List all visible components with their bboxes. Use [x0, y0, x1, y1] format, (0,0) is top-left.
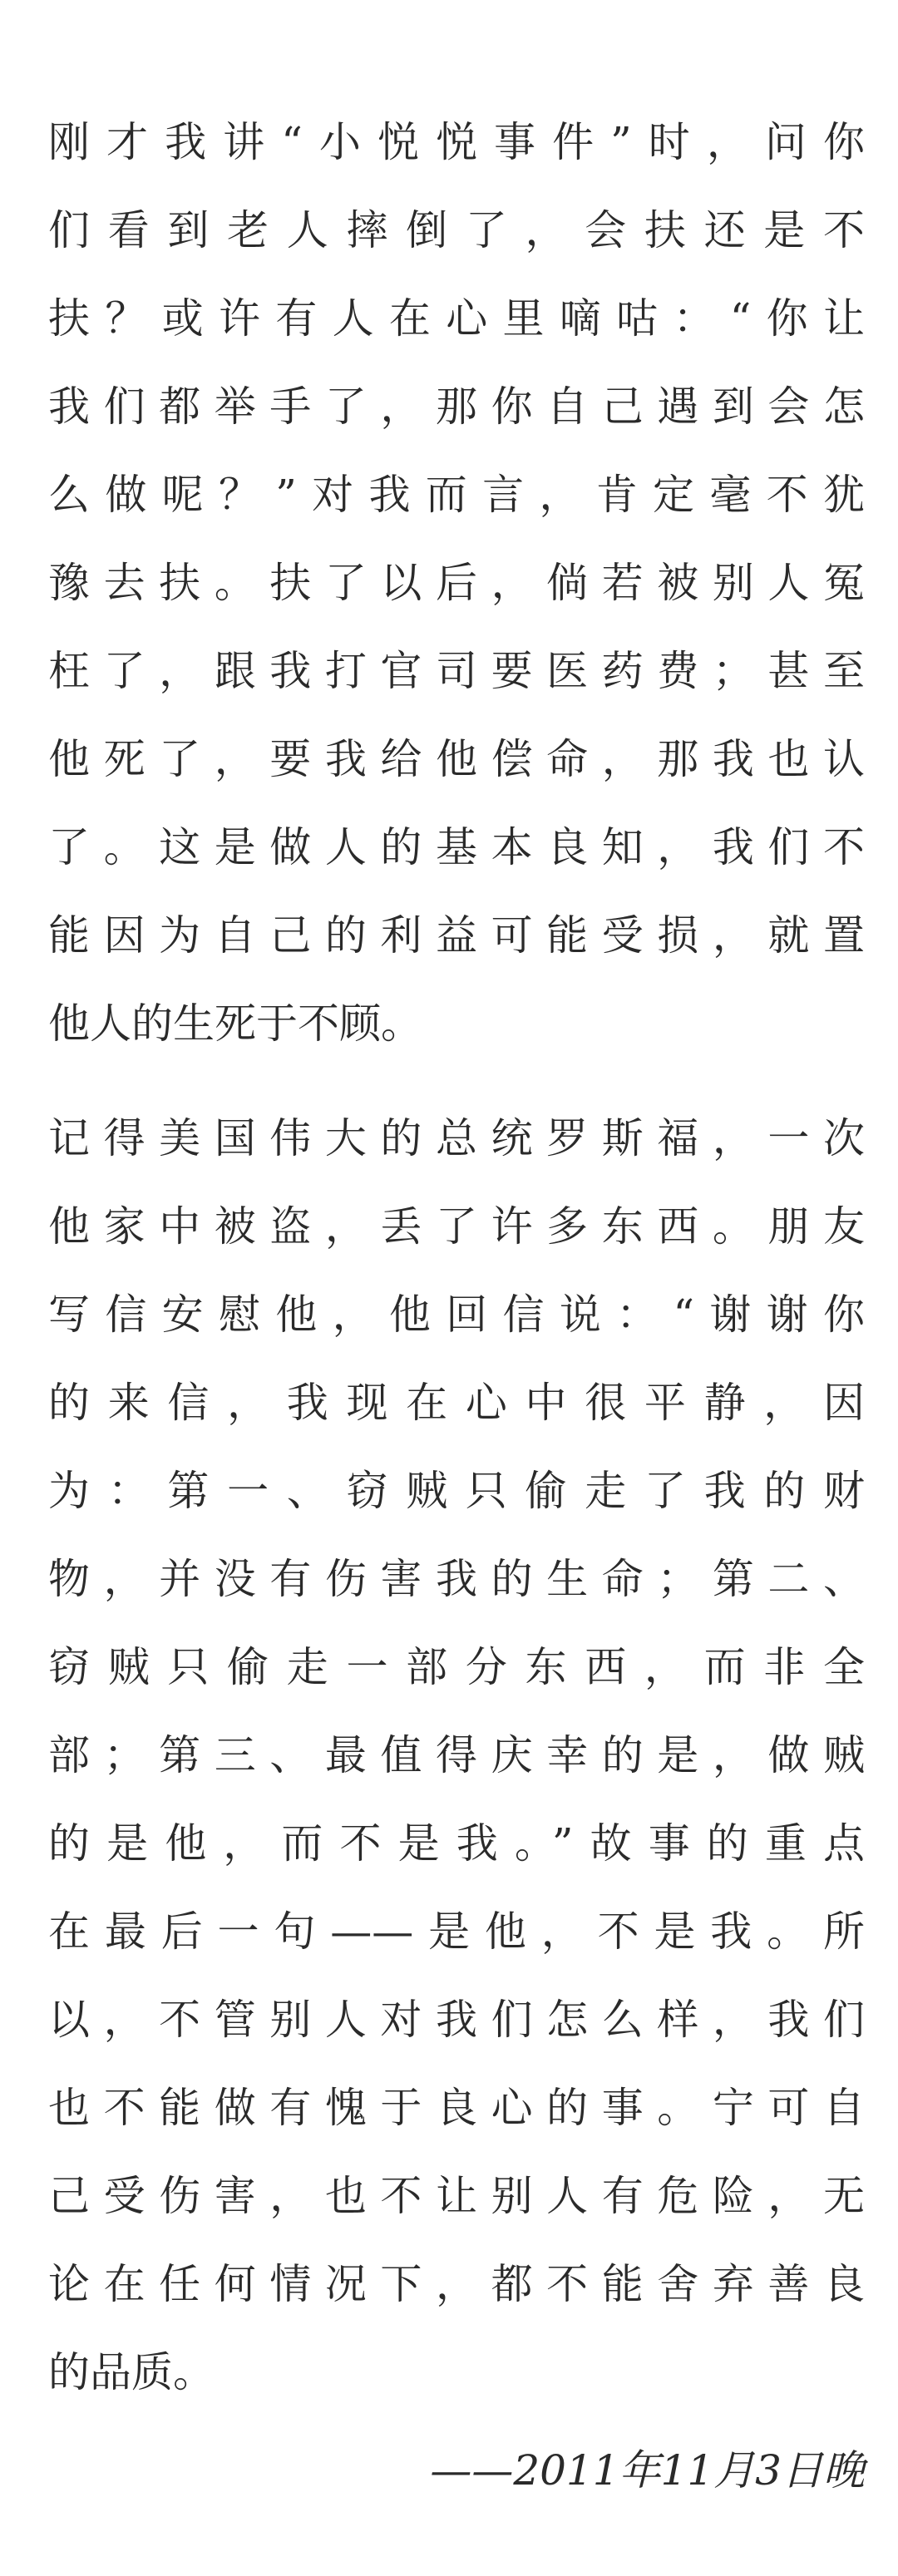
text-line: 枉了，跟我打官司要医药费；甚至	[48, 647, 865, 695]
text-line: 他人的生死于不顾。	[48, 999, 422, 1048]
text-line: 的品质。	[48, 2348, 215, 2396]
paragraph-1	[48, 98, 865, 1068]
text-line: 记得美国伟大的总统罗斯福，一次	[48, 1114, 865, 1162]
text-line: 的来信，我现在心中很平静，因	[48, 1379, 865, 1427]
signature-date: ——2011年11月3日晚	[430, 2446, 865, 2495]
text-line: 论在任何情况下，都不能舍弃善良	[48, 2260, 865, 2308]
text-line: 为：第一、窃贼只偷走了我的财	[48, 1467, 865, 1515]
text-line: 窃贼只偷走一部分东西，而非全	[48, 1643, 865, 1691]
text-line: 在最后一句——是他，不是我。所	[48, 1907, 865, 1956]
paragraph-2	[48, 1094, 865, 2416]
text-line: 己受伤害，也不让别人有危险，无	[48, 2172, 865, 2220]
text-line: 他死了，要我给他偿命，那我也认	[48, 735, 865, 783]
text-line: 刚才我讲“小悦悦事件”时，问你	[48, 118, 865, 166]
text-line: 部；第三、最值得庆幸的是，做贼	[48, 1731, 865, 1779]
text-line: 物，并没有伤害我的生命；第二、	[48, 1555, 865, 1603]
text-line: 能因为自己的利益可能受损，就置	[48, 911, 865, 960]
text-line: 么做呢？”对我而言，肯定毫不犹	[48, 471, 865, 519]
paragraph-gap	[48, 1068, 865, 1094]
text-line: 豫去扶。扶了以后，倘若被别人冤	[48, 559, 865, 607]
text-line: 以，不管别人对我们怎么样，我们	[48, 1996, 865, 2044]
text-line: 我们都举手了，那你自己遇到会怎	[48, 382, 865, 431]
text-line: 了。这是做人的基本良知，我们不	[48, 823, 865, 871]
text-line: 们看到老人摔倒了，会扶还是不	[48, 206, 865, 254]
text-line: 也不能做有愧于良心的事。宁可自	[48, 2084, 865, 2132]
text-line: 的是他，而不是我。”故事的重点	[48, 1819, 865, 1868]
text-line: 写信安慰他，他回信说：“谢谢你	[48, 1290, 865, 1339]
text-line: 他家中被盗，丢了许多东西。朋友	[48, 1202, 865, 1251]
text-line: 扶？或许有人在心里嘀咕：“你让	[48, 294, 865, 343]
